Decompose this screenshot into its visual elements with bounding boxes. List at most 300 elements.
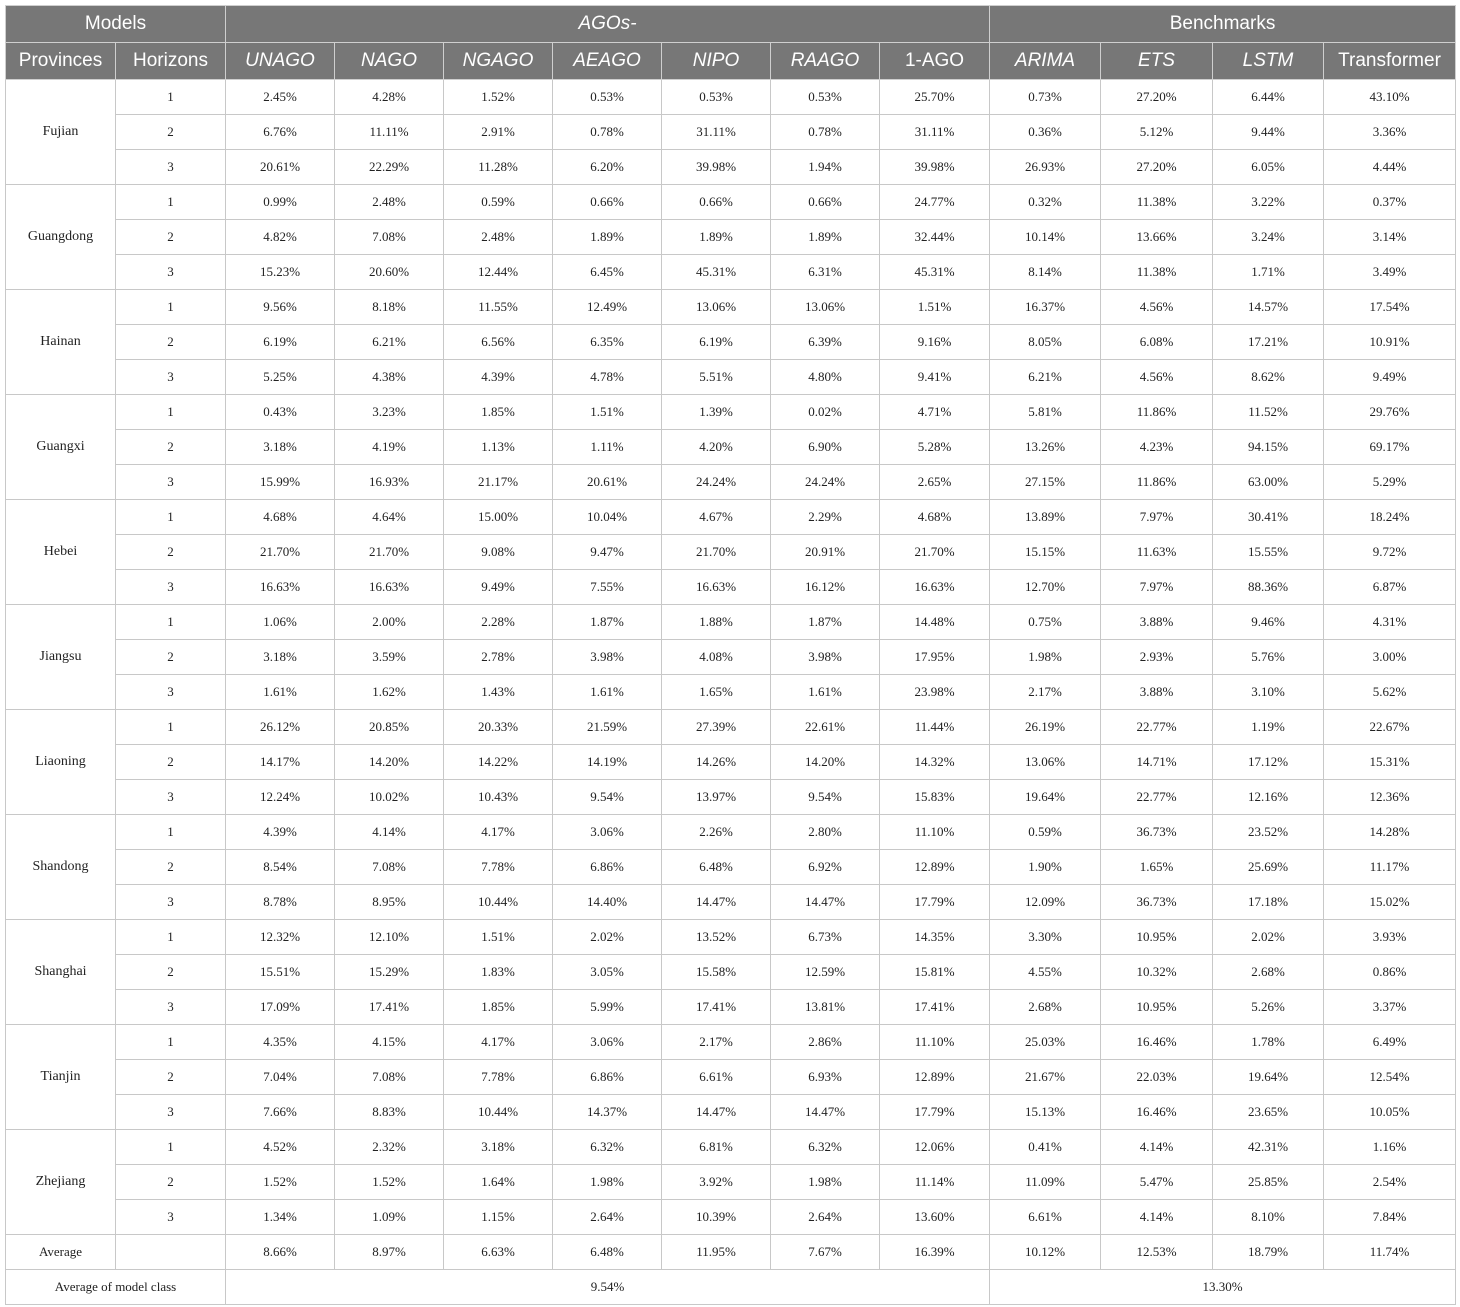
value-cell: 1.51% xyxy=(553,395,662,430)
value-cell: 26.19% xyxy=(990,710,1101,745)
value-cell: 4.56% xyxy=(1101,290,1213,325)
average-horizon-cell xyxy=(116,1235,226,1270)
value-cell: 1.89% xyxy=(771,220,880,255)
col-header-1-ago: 1-AGO xyxy=(880,43,990,80)
value-cell: 9.72% xyxy=(1324,535,1456,570)
value-cell: 5.76% xyxy=(1213,640,1324,675)
value-cell: 7.08% xyxy=(335,1060,444,1095)
value-cell: 1.13% xyxy=(444,430,553,465)
value-cell: 14.20% xyxy=(335,745,444,780)
value-cell: 4.39% xyxy=(226,815,335,850)
table-row xyxy=(6,290,1456,325)
value-cell: 0.53% xyxy=(771,80,880,115)
province-cell: Guangdong xyxy=(6,185,116,290)
value-cell: 0.59% xyxy=(990,815,1101,850)
horizon-cell: 2 xyxy=(116,1060,226,1095)
value-cell: 12.89% xyxy=(880,850,990,885)
horizon-cell: 2 xyxy=(116,535,226,570)
value-cell: 6.45% xyxy=(553,255,662,290)
provinces-header: Provinces xyxy=(6,43,116,80)
value-cell: 2.91% xyxy=(444,115,553,150)
class-average-label: Average of model class xyxy=(6,1270,226,1305)
value-cell: 2.28% xyxy=(444,605,553,640)
value-cell: 6.21% xyxy=(335,325,444,360)
value-cell: 0.78% xyxy=(553,115,662,150)
horizon-cell: 2 xyxy=(116,640,226,675)
value-cell: 2.29% xyxy=(771,500,880,535)
average-value: 11.95% xyxy=(662,1235,771,1270)
value-cell: 14.28% xyxy=(1324,815,1456,850)
table-row xyxy=(6,885,1456,920)
province-cell: Tianjin xyxy=(6,1025,116,1130)
value-cell: 11.44% xyxy=(880,710,990,745)
value-cell: 10.05% xyxy=(1324,1095,1456,1130)
table-row xyxy=(6,1025,1456,1060)
value-cell: 5.51% xyxy=(662,360,771,395)
value-cell: 15.13% xyxy=(990,1095,1101,1130)
value-cell: 22.67% xyxy=(1324,710,1456,745)
value-cell: 0.53% xyxy=(662,80,771,115)
horizon-cell: 2 xyxy=(116,955,226,990)
value-cell: 0.53% xyxy=(553,80,662,115)
value-cell: 25.69% xyxy=(1213,850,1324,885)
value-cell: 14.71% xyxy=(1101,745,1213,780)
value-cell: 14.40% xyxy=(553,885,662,920)
value-cell: 0.99% xyxy=(226,185,335,220)
value-cell: 3.23% xyxy=(335,395,444,430)
value-cell: 7.97% xyxy=(1101,500,1213,535)
value-cell: 16.46% xyxy=(1101,1025,1213,1060)
value-cell: 12.89% xyxy=(880,1060,990,1095)
value-cell: 11.38% xyxy=(1101,185,1213,220)
value-cell: 0.32% xyxy=(990,185,1101,220)
header-row-columns xyxy=(6,43,1456,80)
table-row xyxy=(6,675,1456,710)
value-cell: 2.45% xyxy=(226,80,335,115)
average-value: 11.74% xyxy=(1324,1235,1456,1270)
value-cell: 25.03% xyxy=(990,1025,1101,1060)
value-cell: 15.99% xyxy=(226,465,335,500)
value-cell: 14.17% xyxy=(226,745,335,780)
table-row xyxy=(6,570,1456,605)
value-cell: 4.38% xyxy=(335,360,444,395)
value-cell: 32.44% xyxy=(880,220,990,255)
value-cell: 1.51% xyxy=(880,290,990,325)
value-cell: 22.29% xyxy=(335,150,444,185)
benchmarks-class-average: 13.30% xyxy=(990,1270,1456,1305)
value-cell: 12.06% xyxy=(880,1130,990,1165)
value-cell: 0.41% xyxy=(990,1130,1101,1165)
value-cell: 11.86% xyxy=(1101,465,1213,500)
value-cell: 7.84% xyxy=(1324,1200,1456,1235)
value-cell: 16.63% xyxy=(226,570,335,605)
value-cell: 4.17% xyxy=(444,815,553,850)
value-cell: 2.00% xyxy=(335,605,444,640)
value-cell: 15.31% xyxy=(1324,745,1456,780)
col-header-raago: RAAGO xyxy=(771,43,880,80)
value-cell: 11.55% xyxy=(444,290,553,325)
value-cell: 11.52% xyxy=(1213,395,1324,430)
value-cell: 3.36% xyxy=(1324,115,1456,150)
value-cell: 2.68% xyxy=(1213,955,1324,990)
value-cell: 6.61% xyxy=(990,1200,1101,1235)
value-cell: 12.44% xyxy=(444,255,553,290)
value-cell: 12.32% xyxy=(226,920,335,955)
value-cell: 2.17% xyxy=(662,1025,771,1060)
value-cell: 3.00% xyxy=(1324,640,1456,675)
value-cell: 24.77% xyxy=(880,185,990,220)
value-cell: 14.47% xyxy=(662,885,771,920)
value-cell: 6.48% xyxy=(662,850,771,885)
value-cell: 36.73% xyxy=(1101,885,1213,920)
table-row xyxy=(6,745,1456,780)
value-cell: 1.62% xyxy=(335,675,444,710)
value-cell: 1.98% xyxy=(771,1165,880,1200)
value-cell: 2.65% xyxy=(880,465,990,500)
average-value: 7.67% xyxy=(771,1235,880,1270)
value-cell: 16.46% xyxy=(1101,1095,1213,1130)
value-cell: 5.12% xyxy=(1101,115,1213,150)
results-table-container xyxy=(5,5,1455,1305)
value-cell: 7.08% xyxy=(335,850,444,885)
value-cell: 4.17% xyxy=(444,1025,553,1060)
province-cell: Hebei xyxy=(6,500,116,605)
value-cell: 5.47% xyxy=(1101,1165,1213,1200)
value-cell: 2.78% xyxy=(444,640,553,675)
value-cell: 2.68% xyxy=(990,990,1101,1025)
value-cell: 10.14% xyxy=(990,220,1101,255)
value-cell: 9.08% xyxy=(444,535,553,570)
value-cell: 4.64% xyxy=(335,500,444,535)
value-cell: 16.63% xyxy=(335,570,444,605)
value-cell: 3.06% xyxy=(553,1025,662,1060)
value-cell: 20.33% xyxy=(444,710,553,745)
value-cell: 0.37% xyxy=(1324,185,1456,220)
value-cell: 9.16% xyxy=(880,325,990,360)
value-cell: 3.49% xyxy=(1324,255,1456,290)
value-cell: 17.41% xyxy=(662,990,771,1025)
value-cell: 7.78% xyxy=(444,850,553,885)
table-row xyxy=(6,115,1456,150)
horizon-cell: 3 xyxy=(116,1200,226,1235)
table-row xyxy=(6,710,1456,745)
value-cell: 14.35% xyxy=(880,920,990,955)
value-cell: 0.78% xyxy=(771,115,880,150)
value-cell: 17.09% xyxy=(226,990,335,1025)
value-cell: 11.86% xyxy=(1101,395,1213,430)
value-cell: 1.15% xyxy=(444,1200,553,1235)
horizon-cell: 1 xyxy=(116,710,226,745)
value-cell: 14.22% xyxy=(444,745,553,780)
value-cell: 14.19% xyxy=(553,745,662,780)
value-cell: 12.70% xyxy=(990,570,1101,605)
horizon-cell: 1 xyxy=(116,185,226,220)
value-cell: 63.00% xyxy=(1213,465,1324,500)
average-row xyxy=(6,1235,1456,1270)
value-cell: 9.49% xyxy=(444,570,553,605)
value-cell: 15.55% xyxy=(1213,535,1324,570)
table-row xyxy=(6,1165,1456,1200)
value-cell: 19.64% xyxy=(1213,1060,1324,1095)
value-cell: 18.24% xyxy=(1324,500,1456,535)
value-cell: 10.39% xyxy=(662,1200,771,1235)
value-cell: 23.65% xyxy=(1213,1095,1324,1130)
models-header: Models xyxy=(6,6,226,43)
value-cell: 13.66% xyxy=(1101,220,1213,255)
value-cell: 1.64% xyxy=(444,1165,553,1200)
value-cell: 17.18% xyxy=(1213,885,1324,920)
table-row xyxy=(6,80,1456,115)
table-row xyxy=(6,780,1456,815)
value-cell: 24.24% xyxy=(662,465,771,500)
value-cell: 13.52% xyxy=(662,920,771,955)
province-cell: Guangxi xyxy=(6,395,116,500)
value-cell: 11.28% xyxy=(444,150,553,185)
value-cell: 39.98% xyxy=(880,150,990,185)
value-cell: 4.68% xyxy=(880,500,990,535)
value-cell: 11.17% xyxy=(1324,850,1456,885)
value-cell: 6.05% xyxy=(1213,150,1324,185)
value-cell: 4.39% xyxy=(444,360,553,395)
value-cell: 1.52% xyxy=(226,1165,335,1200)
horizon-cell: 3 xyxy=(116,570,226,605)
results-table xyxy=(5,5,1456,1305)
value-cell: 6.61% xyxy=(662,1060,771,1095)
value-cell: 12.16% xyxy=(1213,780,1324,815)
value-cell: 9.44% xyxy=(1213,115,1324,150)
value-cell: 19.64% xyxy=(990,780,1101,815)
value-cell: 2.02% xyxy=(1213,920,1324,955)
horizon-cell: 2 xyxy=(116,1165,226,1200)
value-cell: 3.98% xyxy=(771,640,880,675)
value-cell: 1.51% xyxy=(444,920,553,955)
value-cell: 1.09% xyxy=(335,1200,444,1235)
value-cell: 27.20% xyxy=(1101,150,1213,185)
province-cell: Zhejiang xyxy=(6,1130,116,1235)
value-cell: 26.93% xyxy=(990,150,1101,185)
value-cell: 8.05% xyxy=(990,325,1101,360)
value-cell: 16.63% xyxy=(880,570,990,605)
horizon-cell: 1 xyxy=(116,1130,226,1165)
value-cell: 45.31% xyxy=(662,255,771,290)
value-cell: 2.54% xyxy=(1324,1165,1456,1200)
value-cell: 0.66% xyxy=(553,185,662,220)
value-cell: 17.12% xyxy=(1213,745,1324,780)
value-cell: 21.70% xyxy=(335,535,444,570)
value-cell: 3.18% xyxy=(226,640,335,675)
value-cell: 5.25% xyxy=(226,360,335,395)
value-cell: 1.61% xyxy=(553,675,662,710)
value-cell: 3.10% xyxy=(1213,675,1324,710)
value-cell: 31.11% xyxy=(880,115,990,150)
table-row xyxy=(6,605,1456,640)
province-cell: Liaoning xyxy=(6,710,116,815)
value-cell: 6.81% xyxy=(662,1130,771,1165)
value-cell: 14.37% xyxy=(553,1095,662,1130)
value-cell: 4.80% xyxy=(771,360,880,395)
value-cell: 12.54% xyxy=(1324,1060,1456,1095)
value-cell: 1.06% xyxy=(226,605,335,640)
value-cell: 6.31% xyxy=(771,255,880,290)
table-row xyxy=(6,1095,1456,1130)
table-row xyxy=(6,955,1456,990)
value-cell: 27.39% xyxy=(662,710,771,745)
value-cell: 0.73% xyxy=(990,80,1101,115)
horizon-cell: 3 xyxy=(116,675,226,710)
value-cell: 1.87% xyxy=(553,605,662,640)
value-cell: 8.14% xyxy=(990,255,1101,290)
value-cell: 3.06% xyxy=(553,815,662,850)
value-cell: 1.89% xyxy=(553,220,662,255)
value-cell: 5.99% xyxy=(553,990,662,1025)
value-cell: 6.19% xyxy=(662,325,771,360)
horizon-cell: 2 xyxy=(116,325,226,360)
value-cell: 14.20% xyxy=(771,745,880,780)
value-cell: 17.41% xyxy=(880,990,990,1025)
value-cell: 4.31% xyxy=(1324,605,1456,640)
value-cell: 43.10% xyxy=(1324,80,1456,115)
value-cell: 14.32% xyxy=(880,745,990,780)
horizon-cell: 1 xyxy=(116,605,226,640)
table-row xyxy=(6,185,1456,220)
value-cell: 4.67% xyxy=(662,500,771,535)
value-cell: 1.61% xyxy=(771,675,880,710)
value-cell: 6.32% xyxy=(553,1130,662,1165)
value-cell: 4.14% xyxy=(1101,1130,1213,1165)
value-cell: 6.56% xyxy=(444,325,553,360)
value-cell: 2.26% xyxy=(662,815,771,850)
province-cell: Jiangsu xyxy=(6,605,116,710)
value-cell: 5.62% xyxy=(1324,675,1456,710)
province-cell: Fujian xyxy=(6,80,116,185)
value-cell: 13.81% xyxy=(771,990,880,1025)
value-cell: 0.36% xyxy=(990,115,1101,150)
value-cell: 2.48% xyxy=(444,220,553,255)
value-cell: 0.43% xyxy=(226,395,335,430)
value-cell: 21.70% xyxy=(662,535,771,570)
value-cell: 16.37% xyxy=(990,290,1101,325)
value-cell: 31.11% xyxy=(662,115,771,150)
horizon-cell: 3 xyxy=(116,255,226,290)
table-row xyxy=(6,325,1456,360)
value-cell: 6.87% xyxy=(1324,570,1456,605)
value-cell: 9.49% xyxy=(1324,360,1456,395)
value-cell: 20.60% xyxy=(335,255,444,290)
value-cell: 8.78% xyxy=(226,885,335,920)
value-cell: 6.35% xyxy=(553,325,662,360)
value-cell: 13.97% xyxy=(662,780,771,815)
value-cell: 30.41% xyxy=(1213,500,1324,535)
value-cell: 13.26% xyxy=(990,430,1101,465)
value-cell: 1.43% xyxy=(444,675,553,710)
value-cell: 4.78% xyxy=(553,360,662,395)
value-cell: 2.48% xyxy=(335,185,444,220)
average-value: 10.12% xyxy=(990,1235,1101,1270)
value-cell: 16.93% xyxy=(335,465,444,500)
value-cell: 4.35% xyxy=(226,1025,335,1060)
value-cell: 21.17% xyxy=(444,465,553,500)
value-cell: 27.20% xyxy=(1101,80,1213,115)
value-cell: 1.65% xyxy=(1101,850,1213,885)
value-cell: 1.39% xyxy=(662,395,771,430)
col-header-aeago: AEAGO xyxy=(553,43,662,80)
value-cell: 9.54% xyxy=(553,780,662,815)
value-cell: 1.94% xyxy=(771,150,880,185)
value-cell: 1.90% xyxy=(990,850,1101,885)
value-cell: 25.70% xyxy=(880,80,990,115)
value-cell: 3.88% xyxy=(1101,605,1213,640)
value-cell: 4.19% xyxy=(335,430,444,465)
value-cell: 12.09% xyxy=(990,885,1101,920)
value-cell: 1.88% xyxy=(662,605,771,640)
value-cell: 14.47% xyxy=(771,885,880,920)
col-header-lstm: LSTM xyxy=(1213,43,1324,80)
horizon-cell: 2 xyxy=(116,745,226,780)
value-cell: 0.02% xyxy=(771,395,880,430)
value-cell: 14.47% xyxy=(771,1095,880,1130)
value-cell: 10.44% xyxy=(444,1095,553,1130)
value-cell: 15.29% xyxy=(335,955,444,990)
agos-group-header: AGOs- xyxy=(226,6,990,43)
table-row xyxy=(6,255,1456,290)
value-cell: 14.26% xyxy=(662,745,771,780)
value-cell: 2.32% xyxy=(335,1130,444,1165)
horizon-cell: 1 xyxy=(116,500,226,535)
value-cell: 6.19% xyxy=(226,325,335,360)
value-cell: 10.04% xyxy=(553,500,662,535)
value-cell: 7.97% xyxy=(1101,570,1213,605)
horizon-cell: 3 xyxy=(116,885,226,920)
value-cell: 11.14% xyxy=(880,1165,990,1200)
value-cell: 6.44% xyxy=(1213,80,1324,115)
value-cell: 11.38% xyxy=(1101,255,1213,290)
value-cell: 4.52% xyxy=(226,1130,335,1165)
table-row xyxy=(6,465,1456,500)
value-cell: 10.95% xyxy=(1101,990,1213,1025)
value-cell: 6.49% xyxy=(1324,1025,1456,1060)
value-cell: 21.70% xyxy=(880,535,990,570)
value-cell: 1.61% xyxy=(226,675,335,710)
value-cell: 4.14% xyxy=(1101,1200,1213,1235)
value-cell: 94.15% xyxy=(1213,430,1324,465)
horizon-cell: 3 xyxy=(116,1095,226,1130)
value-cell: 1.16% xyxy=(1324,1130,1456,1165)
col-header-ngago: NGAGO xyxy=(444,43,553,80)
class-average-row xyxy=(6,1270,1456,1305)
value-cell: 14.57% xyxy=(1213,290,1324,325)
horizon-cell: 1 xyxy=(116,920,226,955)
table-row xyxy=(6,535,1456,570)
value-cell: 10.43% xyxy=(444,780,553,815)
value-cell: 23.98% xyxy=(880,675,990,710)
agos-class-average: 9.54% xyxy=(226,1270,990,1305)
table-row xyxy=(6,1200,1456,1235)
value-cell: 2.64% xyxy=(553,1200,662,1235)
table-row xyxy=(6,430,1456,465)
col-header-transformer: Transformer xyxy=(1324,43,1456,80)
value-cell: 12.59% xyxy=(771,955,880,990)
value-cell: 24.24% xyxy=(771,465,880,500)
value-cell: 3.88% xyxy=(1101,675,1213,710)
value-cell: 22.61% xyxy=(771,710,880,745)
value-cell: 5.26% xyxy=(1213,990,1324,1025)
value-cell: 4.68% xyxy=(226,500,335,535)
value-cell: 6.93% xyxy=(771,1060,880,1095)
province-cell: Hainan xyxy=(6,290,116,395)
value-cell: 4.15% xyxy=(335,1025,444,1060)
value-cell: 10.95% xyxy=(1101,920,1213,955)
value-cell: 7.78% xyxy=(444,1060,553,1095)
